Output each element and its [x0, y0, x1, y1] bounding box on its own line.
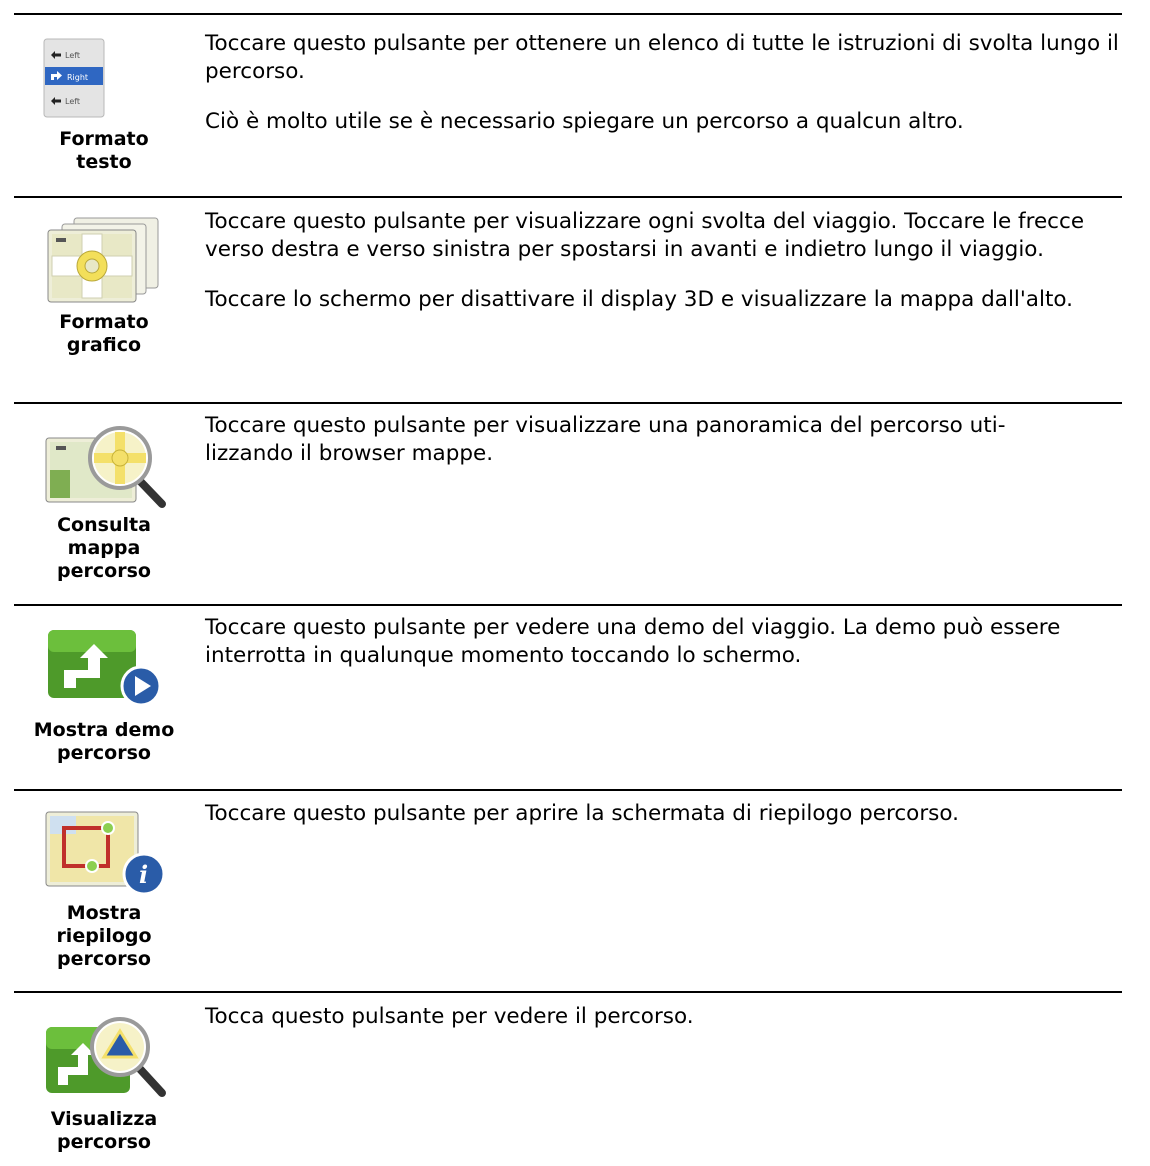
row-description: [205, 208, 1123, 314]
row-description: [205, 1003, 1123, 1031]
row-divider: [14, 402, 1122, 404]
description-paragraph: Toccare questo pulsante per aprire la schermata di riepilogo percorso.: [205, 801, 959, 826]
button-label: Mostra riepilogo percorso: [56, 902, 152, 970]
description-paragraph: Toccare questo pulsante per ottenere un elenco di tutte le istruzioni di svolta lungo il percorso.: [205, 31, 1119, 84]
button-label: Visualizza percorso: [50, 1108, 158, 1153]
route-demo-button[interactable]: [14, 614, 194, 774]
description-paragraph: Ciò è molto utile se è necessario spiegare un percorso a qualcun altro.: [205, 109, 964, 134]
description-paragraph: Toccare questo pulsante per visualizzare ogni svolta del viaggio. Toccare le frecce verso destra e verso sinistra per spostarsi in avanti e indietro lungo il viaggio.: [205, 209, 1085, 262]
icon-text-left: Left: [65, 51, 81, 60]
icon-text-left: Left: [65, 97, 81, 106]
row-divider: [14, 789, 1122, 791]
row-description: [205, 412, 1123, 468]
svg-text:i: i: [139, 860, 149, 889]
description-paragraph: Tocca questo pulsante per vedere il percorso.: [205, 1004, 694, 1029]
row-divider: [14, 604, 1122, 606]
row-description: [205, 30, 1123, 136]
button-label: Mostra demo percorso: [33, 719, 175, 764]
route-view-magnifier-icon: [44, 1009, 170, 1101]
browse-map-button[interactable]: [14, 412, 194, 592]
row-divider: [14, 196, 1122, 198]
map-cards-icon: [44, 212, 164, 304]
text-list-icon: [43, 38, 105, 118]
map-magnifier-icon: [44, 418, 168, 510]
route-play-icon: [46, 626, 170, 716]
route-summary-button[interactable]: [14, 800, 194, 980]
row-description: [205, 800, 1123, 828]
description-paragraph: Toccare questo pulsante per visualizzare una panoramica del percorso uti- lizzando il browser mappe.: [205, 413, 1006, 466]
row-divider: [14, 13, 1122, 15]
route-summary-info-icon: [44, 808, 170, 900]
description-paragraph: Toccare questo pulsante per vedere una demo del viaggio. La demo può essere interrotta in qualunque momento toccando lo schermo.: [205, 615, 1061, 668]
icon-text-right: Right: [67, 73, 89, 82]
graphic-format-button[interactable]: [14, 208, 194, 388]
button-label: Formato testo: [59, 128, 149, 173]
button-label: Formato grafico: [59, 311, 149, 356]
text-format-button[interactable]: [14, 30, 194, 180]
view-route-button[interactable]: [14, 1003, 194, 1163]
row-divider: [14, 991, 1122, 993]
button-label: Consulta mappa percorso: [57, 514, 151, 582]
description-paragraph: Toccare lo schermo per disattivare il display 3D e visualizzare la mappa dall'alto.: [205, 287, 1073, 312]
row-description: [205, 614, 1123, 670]
